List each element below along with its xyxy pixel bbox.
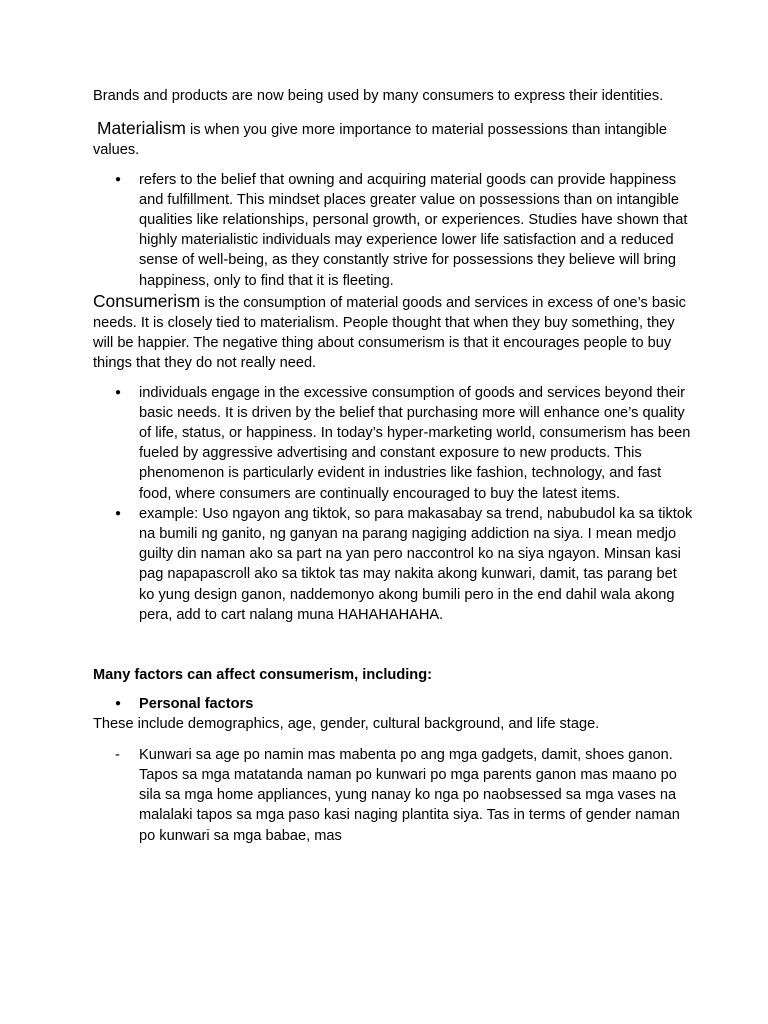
materialism-bullet: ● refers to the belief that owning and acquiring material goods can provide happiness and fulfillment. This mindset places greater value on possessions than on intangible qualities like relationships, personal growth, or experiences. Studies have shown that highly materialistic individuals may experience lower life satisfaction and a reduced sense of well-being, as they constantly strive for possessions they believe will bring happiness, only to find that it is fleeting. <box>93 170 693 291</box>
factor-personal: ● Personal factors <box>93 694 693 714</box>
intro-paragraph: Brands and products are now being used by many consumers to express their identities. <box>93 88 664 104</box>
blank-line <box>93 625 693 665</box>
document-page <box>93 86 693 846</box>
consumerism-bullet-list <box>93 383 693 625</box>
factors-bullet-list <box>93 694 693 714</box>
factors-dash-note: - Kunwari sa age po namin mas mabenta po ang mga gadgets, damit, shoes ganon. Tapos sa mga matatanda naman po kunwari po mga parents ganon mas maano po sila sa mga home appliances, yung nanay ko nga po naobsessed sa mga vases na malalaki tapos sa mga paso kasi naging plantita siya. Tas in terms of gender naman po kunwari sa mga babae, mas <box>93 745 693 846</box>
factors-heading: Many factors can affect consumerism, including: <box>93 667 432 684</box>
materialism-term: Materialism <box>97 118 186 139</box>
materialism-bullet-list <box>93 170 693 291</box>
factors-description: These include demographics, age, gender, cultural background, and life stage. <box>93 716 600 733</box>
consumerism-term: Consumerism <box>93 290 201 311</box>
materialism-paragraph <box>93 118 693 160</box>
consumerism-paragraph <box>93 291 693 374</box>
materialism-definition: is when you give more importance to material possessions than intangible values. <box>93 122 667 159</box>
consumerism-bullet-example: ● example: Uso ngayon ang tiktok, so para makasabay sa trend, nabubudol ka sa tiktok na bumili ng ganito, ng ganyan na parang nagiging addiction na siya. I mean medjo guilty din naman ako sa part na yan pero naccontrol ko na siya ngayon. Minsan kasi pag napapascroll ako sa tiktok tas may nakita akong kunwari, damit, tas parang bet ko yung design ganon, naddemonyo akong bumili pero in the end dahil wala akong pera, add to cart nalang muna HAHAHAHAHA. <box>93 504 693 625</box>
consumerism-bullet-definition: ● individuals engage in the excessive consumption of goods and services beyond their basic needs. It is driven by the belief that purchasing more will enhance one’s quality of life, status, or happiness. In today’s hyper-marketing world, consumerism has been fueled by aggressive advertising and constant exposure to new products. This phenomenon is particularly evident in industries like fashion, technology, and fast food, where consumers are continually encouraged to buy the latest items. <box>93 383 693 504</box>
consumerism-definition: is the consumption of material goods and services in excess of one’s basic needs. It is closely tied to materialism. People thought that when they buy something, they will be happier. The negative thing about consumerism is that it encourages people to buy things that they do not really need. <box>93 294 686 372</box>
factors-dash-list <box>93 745 693 846</box>
